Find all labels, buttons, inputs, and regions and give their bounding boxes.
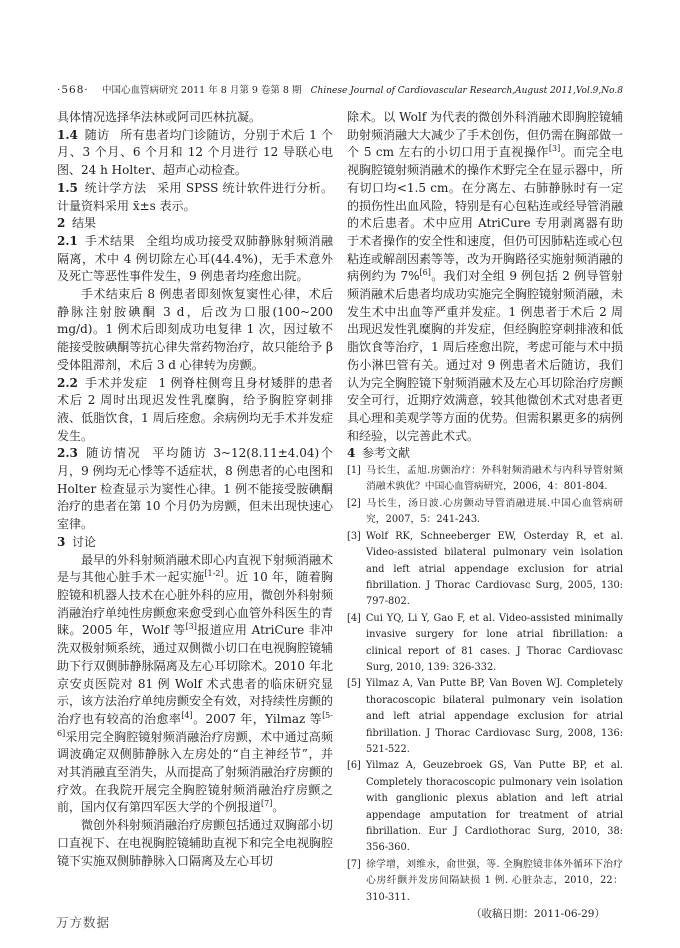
section-title: 随访情况 [84, 446, 142, 461]
reference-text: Cui YQ, Li Y, Gao F, et al. Video-assisted minimally invasive surgery for lone atrial fibrillation: a clinical report of 81 cases. J Thorac Cardiovasc Surg, 2010, 139: 326-332. [365, 612, 623, 673]
reference-number: [4] [347, 612, 361, 624]
reference-text: 徐学增，刘维永，俞世强，等. 全胸腔镜非体外循环下治疗心房纤颤并发房间隔缺损 1 例. 心脏杂志，2010，22：310-311. [365, 858, 623, 903]
reference-item-5 [347, 676, 623, 758]
wanfang-data-watermark: 万方数据 [56, 915, 111, 930]
reference-text: Yilmaz A, Van Putte BP, Van Boven WJ. Completely thoracoscopic bilateral pulmonary vein isolation and left atrial appendage exclusion for atrial fibrillation. J Thorac Cardiovasc Surg, 2008, 136: 521-522. [365, 678, 623, 755]
section-2-3-followup-results: 2.3 随访情况 平均随访 3~12(8.11±4.04)个月，9 例均无心悸等不适症状，8 例患者的心电图和 Holter 检查显示为窦性心律。1 例不能接受胺碘酮治疗的患者在第 10 个月仍为房颤，但未出现快速心室律。 [57, 446, 333, 532]
section-title: 结果 [71, 216, 96, 231]
reference-item-1 [347, 463, 623, 496]
section-title: 手术结果 [84, 233, 136, 248]
section-4-references-heading [347, 445, 623, 463]
section-2-results-heading [57, 215, 333, 233]
section-number: 2.3 [57, 446, 78, 461]
right-column [347, 109, 623, 924]
paragraph-discussion-1: 最早的外科射频消融术即心内直视下射频消融术是与其他心脏手术一起实施[1-2]。近 10 年，随着胸腔镜和机器人技术在心脏外科的应用，微创外科射频消融治疗单纯性房颤愈来愈受到心血管外科医生的青睐。2005 年，Wolf 等[3]报道应用 AtriCure 非冲洗双极射频系统，通过双侧微小切口在电视胸腔镜辅助下行双侧肺静脉隔离及左心耳切除术。2010 年北京安贞医院对 81 例 Wolf 术式患者的临床研究显示，该方法治疗单纯房颤安全有效，对持续性房颤的治疗也有较高的治愈率[4]。2007 年，Yilmaz 等[5-6]采用完全胸腔镜射频消融治疗房颤，术中通过高频调波确定双侧肺静脉入左房处的“自主神经节”，并对其消融直至消失，从而提高了射频消融治疗房颤的疗效。在我院开展完全胸腔镜射频消融治疗房颤之前，国内仅有第四军医大学的个例报道[7]。 [57, 552, 334, 815]
section-3-discussion-heading [57, 534, 333, 552]
section-title: 讨论 [71, 534, 96, 549]
reference-text: Wolf RK, Schneeberger EW, Osterday R, et al. Video-assisted bilateral pulmonary vein isolation and left atrial appendage exclusion for atrial fibrillation. J Thorac Cardiovasc Surg, 2005, 130: 797-802. [365, 530, 623, 608]
section-1-4-followup: 1.4 随访 所有患者均门诊随访，分别于术后 1 个月、3 个月、6 个月和 12 个月进行 12 导联心电图、24 h Holter、超声心动检查。 [57, 127, 333, 178]
reference-number: [2] [347, 497, 361, 509]
journal-title [102, 85, 623, 97]
section-title: 统计学方法 [84, 180, 147, 195]
left-column [57, 109, 333, 924]
section-title: 手术并发症 [84, 375, 148, 390]
reference-item-6 [347, 758, 623, 856]
section-number: 2 [57, 216, 66, 231]
section-number: 3 [57, 534, 66, 549]
reference-text: 马长生，孟旭.房颤治疗：外科射频消融术与内科导管射频消融术孰优？中国心血管病研究，2006，4：801-804. [365, 465, 623, 493]
section-title: 随访 [84, 127, 110, 142]
running-head [57, 84, 623, 97]
section-2-2-complications: 2.2 手术并发症 1 例脊柱侧弯且身材矮胖的患者术后 2 周时出现迟发性乳糜胸，给予胸腔穿刺排液、低脂饮食，1 周后痊愈。余病例均无手术并发症发生。 [57, 375, 333, 443]
paragraph-discussion-continued: 除术。以 Wolf 为代表的微创外科消融术即胸腔镜辅助射频消融大大减少了手术创伤，但仍需在胸部做一个 5 cm 左右的小切口用于直视操作[3]。而完全电视胸腔镜射频消融术的操作术野完全在显示器中，所有切口均<1.5 cm。在分离左、右肺静脉时有一定的损伤性出血风险，特别是有心包粘连或经导管消融的术后患者。术中应用 AtriCure 专用剥离器有助于术者操作的安全性和速度，但仍可因肺粘连或心包粘连或解剖因素等等，改为开胸路径实施射频消融的病例约为 7%[6]。我们对全组 9 例包括 2 例导管射频消融术后患者均成功实施完全胸腔镜射频消融，未发生术中出血等严重并发症。1 例患者于术后 2 周出现迟发性乳糜胸的并发症，但经胸腔穿刺排液和低脂饮食等治疗，1 周后痊愈出院，考虑可能与术中损伤小淋巴管有关。通过对 9 例患者术后随访，我们认为完全胸腔镜下射频消融术及左心耳切除治疗房颤安全可行，近期疗效满意，较其他微创术式对患者更具心理和美观学等方面的优势。但需积累更多的病例和经验，以完善此术式。 [347, 110, 624, 443]
journal-title-chinese: 中国心血管病研究 2011 年 8 月第 9 卷第 8 期 [102, 85, 302, 96]
section-number: 2.2 [57, 375, 78, 390]
paragraph-postop-rhythm: 手术结束后 8 例患者即刻恢复窦性心律，术后静脉注射胺碘酮 3 d，后改为口服(100~200 mg/d)。1 例术后即刻成功电复律 1 次，因过敏不能接受胺碘酮等抗心律失常药物治疗，故只能给予 β 受体阻滞剂，术后 3 d 心律转为房颤。 [57, 287, 333, 372]
paragraph-continuation: 具体情况选择华法林或阿司匹林抗凝。 [57, 110, 262, 124]
section-2-1-surgical-results: 2.1 手术结果 全组均成功接受双肺静脉射频消融隔离，术中 4 例切除左心耳(44.4%)，无手术意外及死亡等恶性事件发生，9 例患者均痊愈出院。 [57, 233, 333, 284]
received-date: （收稿日期：2011-06-29） [470, 908, 605, 921]
reference-item-2 [347, 496, 623, 529]
reference-item-3 [347, 529, 623, 611]
reference-number: [3] [347, 530, 361, 542]
page-number: ·568· [57, 84, 89, 96]
section-number: 1.4 [57, 127, 78, 142]
journal-title-english: Chinese Journal of Cardiovascular Research,August 2011,Vol.9,No.8 [310, 86, 623, 96]
reference-number: [5] [347, 678, 361, 690]
paragraph-discussion-2: 微创外科射频消融治疗房颤包括通过双胸部小切口直视下、在电视胸腔镜辅助直视下和完全电视胸腔镜下实施双侧肺静脉入口隔离及左心耳切 [57, 818, 334, 868]
reference-text: 马长生，汤日波.心房颤动导管消融进展.中国心血管病研究，2007，5：241-243. [365, 497, 623, 526]
reference-text: Yilmaz A, Geuzebroek GS, Van Putte BP, et al. Completely thoracoscopic pulmonary vein isolation with ganglionic plexus ablation and left atrial appendage amputation for treatment of atrial fibrillation. Eur J Cardiothorac Surg, 2010, 38: 356-360. [365, 760, 623, 854]
reference-item-7 [347, 857, 623, 906]
reference-number: [6] [347, 760, 361, 772]
reference-number: [1] [347, 465, 361, 477]
section-number: 1.5 [57, 180, 78, 195]
reference-item-4 [347, 611, 623, 677]
section-1-5-statistics: 1.5 统计学方法 采用 SPSS 统计软件进行分析。计量资料采用 x̄±s 表示。 [57, 180, 333, 213]
section-title: 参考文献 [361, 446, 410, 461]
section-number: 2.1 [57, 233, 78, 248]
reference-number: [7] [347, 858, 361, 870]
section-number: 4 [347, 446, 356, 461]
article-body [57, 109, 623, 924]
